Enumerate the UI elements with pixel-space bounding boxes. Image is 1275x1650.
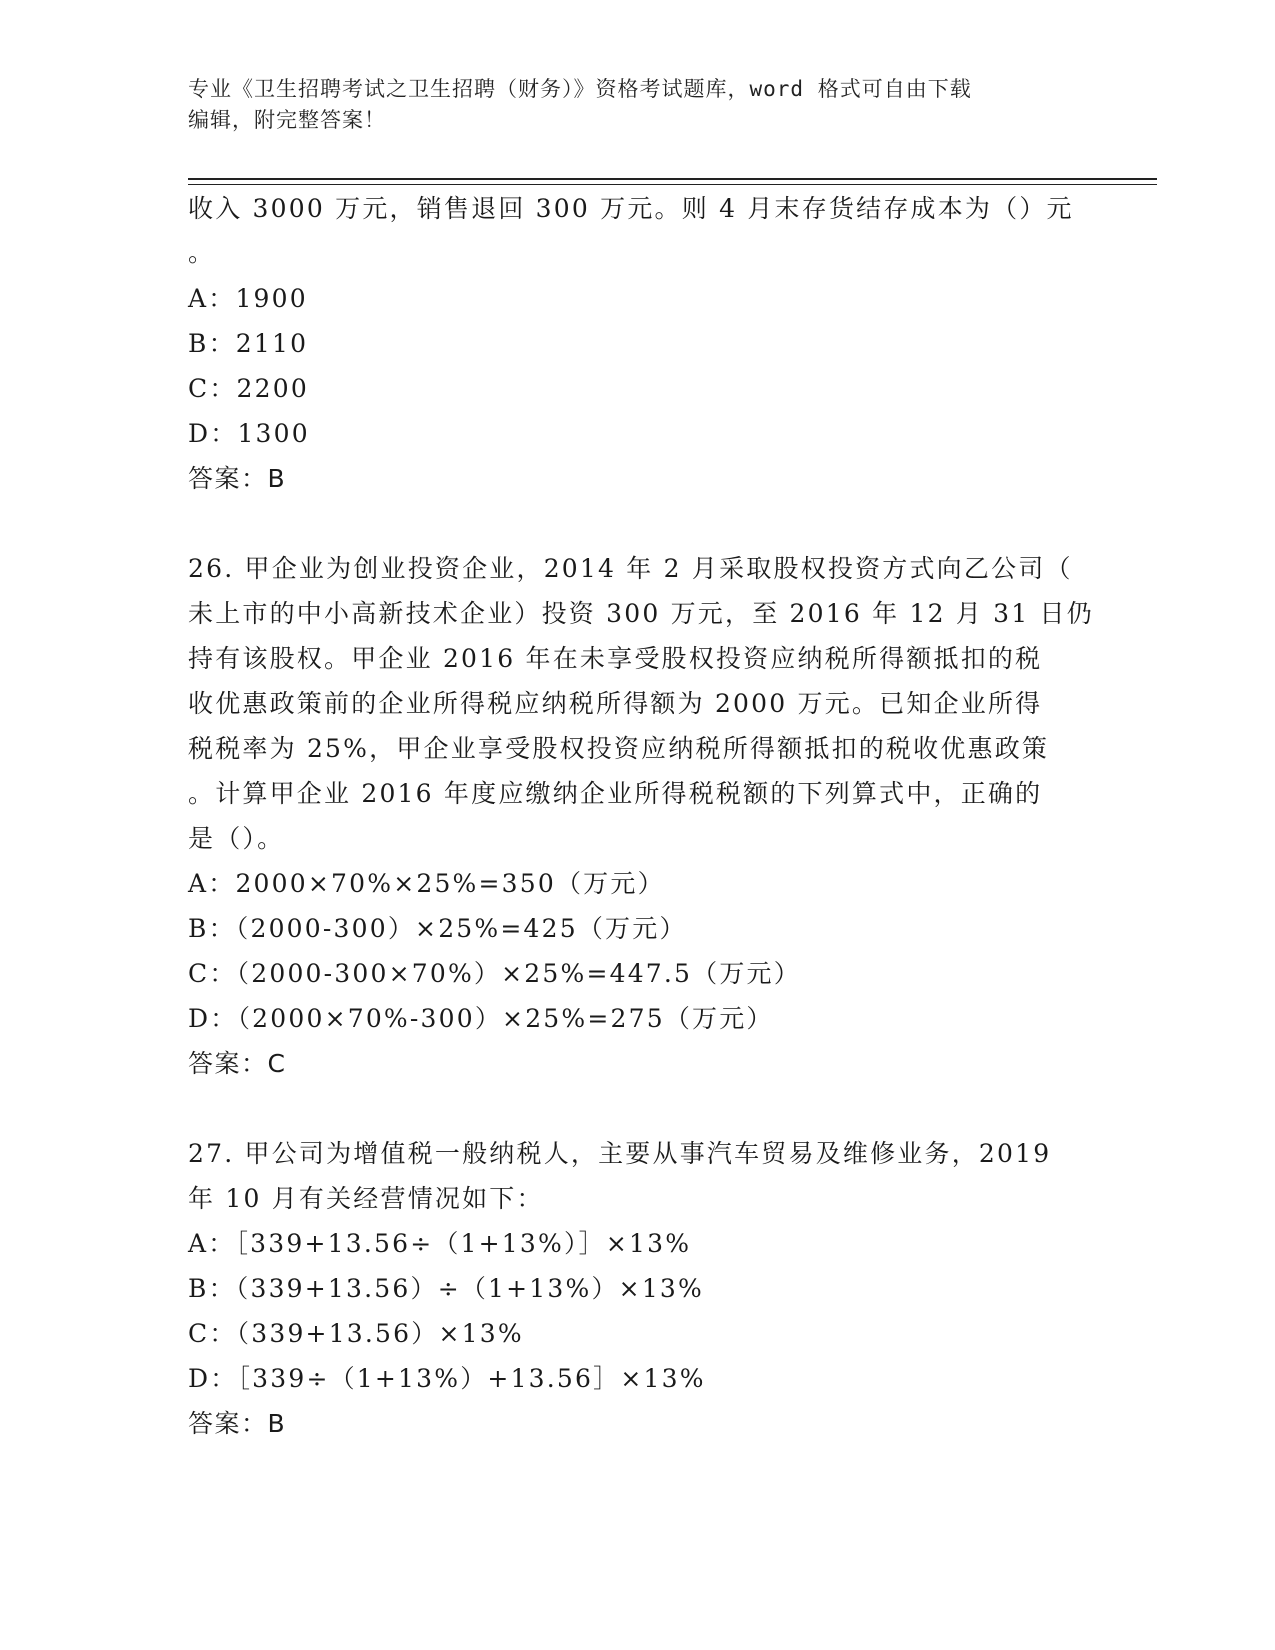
- q27-option-a: A：［339+13.56÷（1+13%）］×13%: [188, 1229, 692, 1258]
- q25-option-c: C：2200: [188, 374, 309, 403]
- q26-text-line-7: 是（）。: [188, 824, 285, 853]
- q26-answer: 答案：C: [188, 1049, 287, 1078]
- q25-text-line-1: 收入 3000 万元，销售退回 300 万元。则 4 月末存货结存成本为（）元: [188, 194, 1074, 223]
- q26-text-line-3: 持有该股权。甲企业 2016 年在未享受股权投资应纳税所得额抵扣的税: [188, 644, 1043, 673]
- q27-option-b: B：（339+13.56）÷（1+13%）×13%: [188, 1274, 704, 1303]
- document-header: [188, 74, 1088, 136]
- header-line-2: 编辑，附完整答案！: [188, 108, 386, 132]
- header-divider-thin: [188, 184, 1157, 185]
- q27-text-line-1: 27. 甲公司为增值税一般纳税人，主要从事汽车贸易及维修业务，2019: [188, 1139, 1052, 1168]
- q26-option-b: B：（2000-300）×25%=425（万元）: [188, 914, 687, 943]
- q27-option-d: D：［339÷（1+13%）+13.56］×13%: [188, 1364, 706, 1393]
- q25-answer: 答案：B: [188, 464, 287, 493]
- q27-answer: 答案：B: [188, 1409, 287, 1438]
- q27-text-line-2: 年 10 月有关经营情况如下：: [188, 1184, 544, 1213]
- q25-option-d: D：1300: [188, 419, 310, 448]
- q25-option-b: B：2110: [188, 329, 309, 358]
- q26-text-line-6: 。计算甲企业 2016 年度应缴纳企业所得税税额的下列算式中，正确的: [188, 779, 1043, 808]
- header-line-1: 专业《卫生招聘考试之卫生招聘（财务）》资格考试题库，word 格式可自由下载: [188, 77, 972, 101]
- q26-text-line-5: 税税率为 25%，甲企业享受股权投资应纳税所得额抵扣的税收优惠政策: [188, 734, 1050, 763]
- q26-option-c: C：（2000-300×70%）×25%=447.5（万元）: [188, 959, 801, 988]
- q25-option-a: A：1900: [188, 284, 308, 313]
- q27-option-c: C：（339+13.56）×13%: [188, 1319, 524, 1348]
- q25-text-line-2: 。: [188, 238, 216, 267]
- q26-text-line-4: 收优惠政策前的企业所得税应纳税所得额为 2000 万元。已知企业所得: [188, 689, 1043, 718]
- q26-option-a: A：2000×70%×25%=350（万元）: [188, 869, 665, 898]
- q26-text-line-2: 未上市的中小高新技术企业）投资 300 万元，至 2016 年 12 月 31 日仍: [188, 599, 1094, 628]
- q26-option-d: D：（2000×70%-300）×25%=275（万元）: [188, 1004, 774, 1033]
- q26-text-line-1: 26. 甲企业为创业投资企业，2014 年 2 月采取股权投资方式向乙公司（: [188, 554, 1073, 583]
- header-divider-thick: [188, 178, 1157, 180]
